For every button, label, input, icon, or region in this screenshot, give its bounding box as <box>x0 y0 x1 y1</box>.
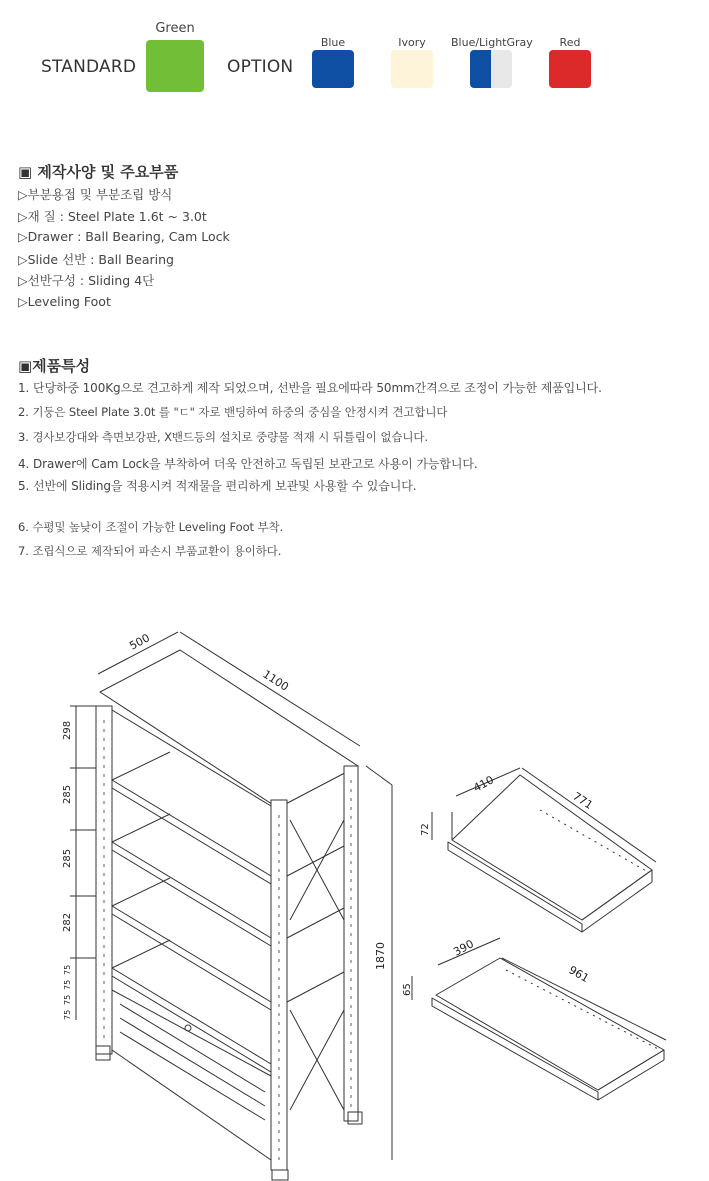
feature-item: 3. 경사보강대와 측면보강판, X밴드등의 설치로 중량물 적재 시 뒤틀림이 없습니다. <box>18 430 428 444</box>
option-color-swatch <box>470 50 512 88</box>
standard-color-name: Green <box>155 21 195 36</box>
option-color-swatch <box>312 50 354 88</box>
drawer-depth-dim: 410 <box>471 773 496 795</box>
shelf-height-dim: 65 <box>402 983 413 996</box>
standard-label: STANDARD <box>41 57 137 77</box>
spec-item: ▷부분용접 및 부분조립 방식 <box>18 187 173 202</box>
spec-item: ▷재 질 : Steel Plate 1.6t ~ 3.0t <box>18 209 207 224</box>
option-color-swatch <box>391 50 433 88</box>
swatch-half-gray <box>491 50 512 88</box>
drawer-detail <box>452 775 652 920</box>
feature-item: 7. 조립식으로 제작되어 파손시 부품교환이 용이하다. <box>18 544 282 558</box>
option-color-name: Ivory <box>398 36 426 49</box>
features-title: ▣제품특성 <box>18 357 91 375</box>
option-color-swatch <box>549 50 591 88</box>
drawer-width-dim: 771 <box>570 789 596 812</box>
shelf-gap-dim: 285 <box>62 848 73 868</box>
drawer-gap-dim: 75 <box>63 979 72 990</box>
swatch-half-blue <box>470 50 491 88</box>
feature-item: 5. 선반에 Sliding을 적용시켜 적재물을 편리하게 보관및 사용할 수 있습니다. <box>18 479 417 493</box>
option-color-name: Red <box>559 36 581 49</box>
standard-color-swatch <box>146 40 204 92</box>
option-color-name: Blue <box>320 36 346 49</box>
shelf-depth-dim: 390 <box>451 937 476 959</box>
rack-height-dim: 1870 <box>374 942 387 970</box>
feature-item: 1. 단당하중 100Kg으로 견고하게 제작 되었으며, 선반을 필요에따라 50mm간격으로 조정이 가능한 제품입니다. <box>18 381 602 395</box>
option-color-name: Blue/LightGray <box>451 36 533 49</box>
shelf-gap-dim: 282 <box>62 912 73 932</box>
drawer-gap-dim: 75 <box>63 1009 72 1020</box>
drawer-gap-dim: 75 <box>63 964 72 975</box>
shelf-gap-dim: 298 <box>62 720 73 740</box>
rack-width-dim: 1100 <box>260 667 291 694</box>
drawer-height-dim: 72 <box>420 823 431 836</box>
option-label: OPTION <box>227 57 294 77</box>
spec-item: ▷Drawer : Ball Bearing, Cam Lock <box>18 229 230 244</box>
shelf-gap-dim: 285 <box>62 784 73 804</box>
rack-technical-drawing <box>0 600 709 1181</box>
leveling-foot <box>272 1170 288 1180</box>
drawer-lock-icon <box>185 1025 191 1031</box>
spec-item: ▷선반구성 : Sliding 4단 <box>18 273 155 288</box>
shelf-width-dim: 961 <box>566 963 592 986</box>
spec-item: ▷Leveling Foot <box>18 294 111 309</box>
feature-item: 2. 기둥은 Steel Plate 3.0t 를 "ㄷ" 자로 밴딩하여 하중의 중심을 안정시켜 견고합니다 <box>18 405 448 419</box>
specs-title: ▣ 제작사양 및 주요부품 <box>18 163 179 181</box>
spec-item: ▷Slide 선반 : Ball Bearing <box>18 252 174 267</box>
rack-depth-dim: 500 <box>127 631 152 653</box>
rack-top-panel <box>100 650 358 808</box>
feature-item: 6. 수평및 높낮이 조절이 가능한 Leveling Foot 부착. <box>18 520 284 534</box>
feature-item: 4. Drawer에 Cam Lock을 부착하여 더욱 안전하고 독립된 보관고로 사용이 가능합니다. <box>18 457 478 471</box>
drawer-gap-dim: 75 <box>63 994 72 1005</box>
